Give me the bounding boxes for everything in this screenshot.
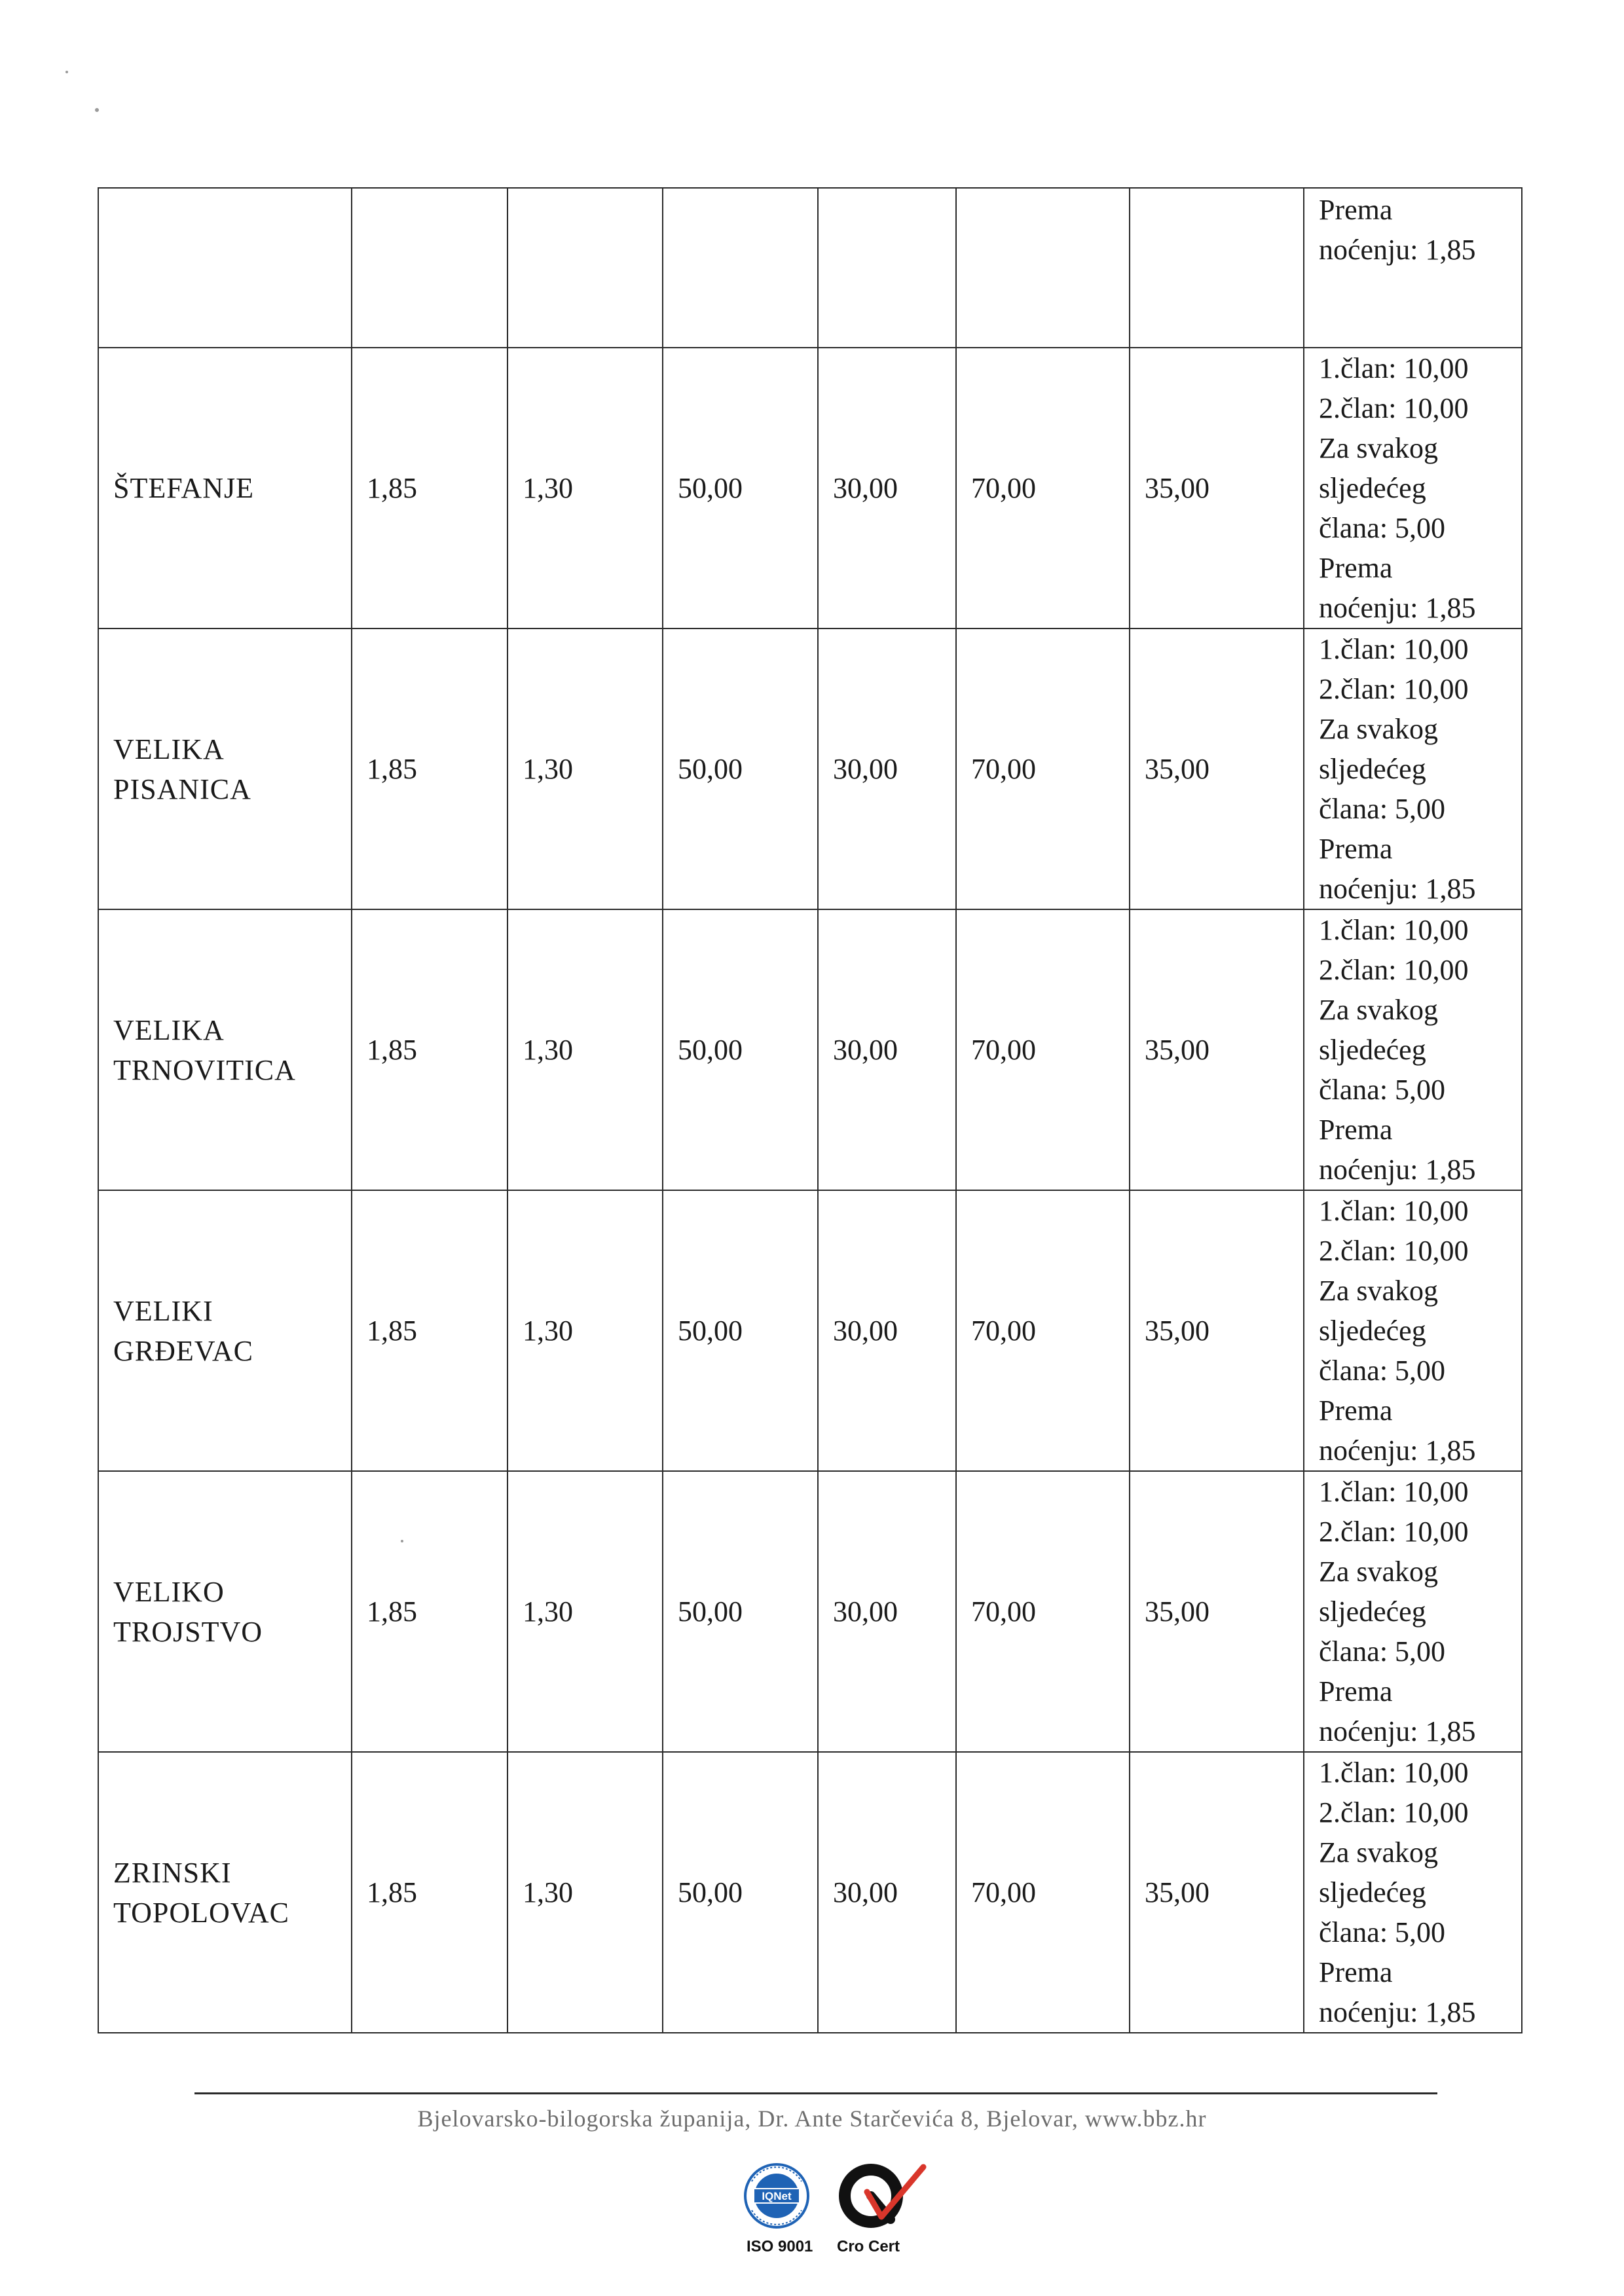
rate-cell: 1,85 — [352, 1752, 507, 2033]
note-cell — [1304, 1190, 1522, 1471]
place-name-line: PISANICA — [113, 773, 251, 805]
note-line: noćenju: 1,85 — [1319, 1996, 1476, 2028]
note-cell — [1304, 348, 1522, 629]
rate-cell: 70,00 — [956, 1471, 1130, 1752]
place-name-line: TRNOVITICA — [113, 1053, 296, 1086]
rate-cell: 35,00 — [1130, 1190, 1304, 1471]
rate-cell: 1,85 — [352, 1471, 507, 1752]
rate-cell: 30,00 — [818, 1752, 956, 2033]
note-line: Prema — [1319, 552, 1393, 584]
note-line: 1.član: 10,00 — [1319, 1195, 1469, 1227]
table-row — [98, 188, 1522, 348]
rate-cell: 1,85 — [352, 909, 507, 1190]
rate-cell: 35,00 — [1130, 1752, 1304, 2033]
place-name-line: VELIKO — [113, 1575, 225, 1608]
note-line: Za svakog — [1319, 432, 1439, 464]
note-line: člana: 5,00 — [1319, 793, 1446, 825]
rate-cell: 1,30 — [507, 629, 663, 909]
note-cell — [1304, 1471, 1522, 1752]
scan-speck — [65, 71, 68, 73]
note-line: Za svakog — [1319, 1556, 1439, 1588]
empty-cell — [663, 188, 818, 348]
footer-address: Bjelovarsko-bilogorska županija, Dr. Ante Starčevića 8, Bjelovar, www.bbz.hr — [417, 2105, 1207, 2132]
table-row — [98, 629, 1522, 909]
place-name-cell — [98, 348, 352, 629]
note-line: sljedećeg — [1319, 1034, 1426, 1066]
rate-cell: 1,30 — [507, 348, 663, 629]
scan-speck — [95, 108, 99, 112]
rate-cell: 35,00 — [1130, 1471, 1304, 1752]
note-line: 2.član: 10,00 — [1319, 1516, 1469, 1548]
note-line: Za svakog — [1319, 994, 1439, 1026]
footer-divider — [194, 2092, 1437, 2094]
rate-cell: 1,85 — [352, 1190, 507, 1471]
place-name-cell — [98, 909, 352, 1190]
note-line: noćenju: 1,85 — [1319, 1715, 1476, 1747]
rate-cell: 50,00 — [663, 1752, 818, 2033]
place-name-line: ŠTEFANJE — [113, 472, 254, 504]
rate-cell: 1,85 — [352, 348, 507, 629]
note-line: Za svakog — [1319, 1275, 1439, 1307]
note-cell — [1304, 1752, 1522, 2033]
note-line: člana: 5,00 — [1319, 1074, 1446, 1106]
note-line: Prema — [1319, 1956, 1393, 1988]
note-line: 1.član: 10,00 — [1319, 914, 1469, 946]
rate-cell: 35,00 — [1130, 909, 1304, 1190]
empty-cell — [956, 188, 1130, 348]
note-line: noćenju: 1,85 — [1319, 234, 1476, 266]
rate-cell: 1,30 — [507, 1752, 663, 2033]
place-name-line: ZRINSKI — [113, 1856, 232, 1889]
note-line: člana: 5,00 — [1319, 512, 1446, 544]
certification-logos-graphic — [739, 2162, 935, 2234]
rate-cell: 70,00 — [956, 909, 1130, 1190]
place-name-line: VELIKI — [113, 1294, 213, 1327]
rate-cell: 70,00 — [956, 1752, 1130, 2033]
note-line: člana: 5,00 — [1319, 1916, 1446, 1948]
rate-cell: 50,00 — [663, 629, 818, 909]
note-line: noćenju: 1,85 — [1319, 1434, 1476, 1467]
rate-cell: 30,00 — [818, 909, 956, 1190]
empty-cell — [818, 188, 956, 348]
place-name-line: TROJSTVO — [113, 1615, 263, 1648]
rate-cell: 30,00 — [818, 1471, 956, 1752]
table-row — [98, 1752, 1522, 2033]
rate-cell: 1,30 — [507, 1190, 663, 1471]
rate-cell: 50,00 — [663, 1190, 818, 1471]
iqnet-caption: ISO 9001 — [747, 2238, 813, 2255]
table-row — [98, 1471, 1522, 1752]
note-line: Prema — [1319, 1394, 1393, 1427]
note-line: Prema — [1319, 1114, 1393, 1146]
rate-cell: 30,00 — [818, 629, 956, 909]
note-line: sljedećeg — [1319, 1595, 1426, 1628]
rate-cell: 70,00 — [956, 629, 1130, 909]
note-line: sljedećeg — [1319, 753, 1426, 785]
certification-logos — [739, 2162, 935, 2260]
rate-cell: 50,00 — [663, 1471, 818, 1752]
note-line: 2.član: 10,00 — [1319, 1796, 1469, 1829]
rate-cell: 50,00 — [663, 909, 818, 1190]
place-name-cell — [98, 1752, 352, 2033]
note-line: 2.član: 10,00 — [1319, 392, 1469, 424]
note-line: 2.član: 10,00 — [1319, 673, 1469, 705]
rate-cell: 30,00 — [818, 1190, 956, 1471]
iqnet-logo-text: IQNet — [762, 2190, 792, 2202]
note-line: Za svakog — [1319, 713, 1439, 745]
empty-cell — [352, 188, 507, 348]
empty-cell — [507, 188, 663, 348]
note-cell — [1304, 629, 1522, 909]
empty-cell — [98, 188, 352, 348]
note-line: Prema — [1319, 194, 1393, 226]
note-line: sljedećeg — [1319, 472, 1426, 504]
rate-cell: 35,00 — [1130, 629, 1304, 909]
table-row — [98, 1190, 1522, 1471]
note-line: Prema — [1319, 1675, 1393, 1707]
note-line: Za svakog — [1319, 1836, 1439, 1868]
place-name-cell — [98, 1190, 352, 1471]
place-name-line: GRĐEVAC — [113, 1334, 254, 1367]
note-line: noćenju: 1,85 — [1319, 873, 1476, 905]
rate-cell: 70,00 — [956, 348, 1130, 629]
note-line: sljedećeg — [1319, 1315, 1426, 1347]
place-name-line: VELIKA — [113, 733, 225, 765]
empty-cell — [1130, 188, 1304, 348]
rate-cell: 1,30 — [507, 909, 663, 1190]
table-body — [98, 188, 1522, 2033]
note-line: sljedećeg — [1319, 1876, 1426, 1908]
rate-cell: 1,85 — [352, 629, 507, 909]
place-name-line: VELIKA — [113, 1013, 225, 1046]
note-line: člana: 5,00 — [1319, 1355, 1446, 1387]
note-cell — [1304, 188, 1522, 348]
rate-cell: 1,30 — [507, 1471, 663, 1752]
note-line: 1.član: 10,00 — [1319, 633, 1469, 665]
rate-cell: 35,00 — [1130, 348, 1304, 629]
iqnet-logo — [745, 2164, 808, 2227]
crocert-logo — [845, 2167, 923, 2222]
note-line: 1.član: 10,00 — [1319, 1757, 1469, 1789]
place-name-cell — [98, 1471, 352, 1752]
note-cell — [1304, 909, 1522, 1190]
table-row — [98, 909, 1522, 1190]
note-line: 1.član: 10,00 — [1319, 1476, 1469, 1508]
note-line: člana: 5,00 — [1319, 1635, 1446, 1667]
note-line: 1.član: 10,00 — [1319, 352, 1469, 384]
table-row — [98, 348, 1522, 629]
rate-cell: 30,00 — [818, 348, 956, 629]
note-line: noćenju: 1,85 — [1319, 592, 1476, 624]
note-line: noćenju: 1,85 — [1319, 1154, 1476, 1186]
rate-cell: 70,00 — [956, 1190, 1130, 1471]
place-name-cell — [98, 629, 352, 909]
crocert-caption: Cro Cert — [837, 2238, 900, 2255]
place-name-line: TOPOLOVAC — [113, 1896, 289, 1929]
note-line: 2.član: 10,00 — [1319, 1235, 1469, 1267]
rate-cell: 50,00 — [663, 348, 818, 629]
tourist-tax-table — [98, 187, 1522, 2033]
note-line: Prema — [1319, 833, 1393, 865]
note-line: 2.član: 10,00 — [1319, 954, 1469, 986]
